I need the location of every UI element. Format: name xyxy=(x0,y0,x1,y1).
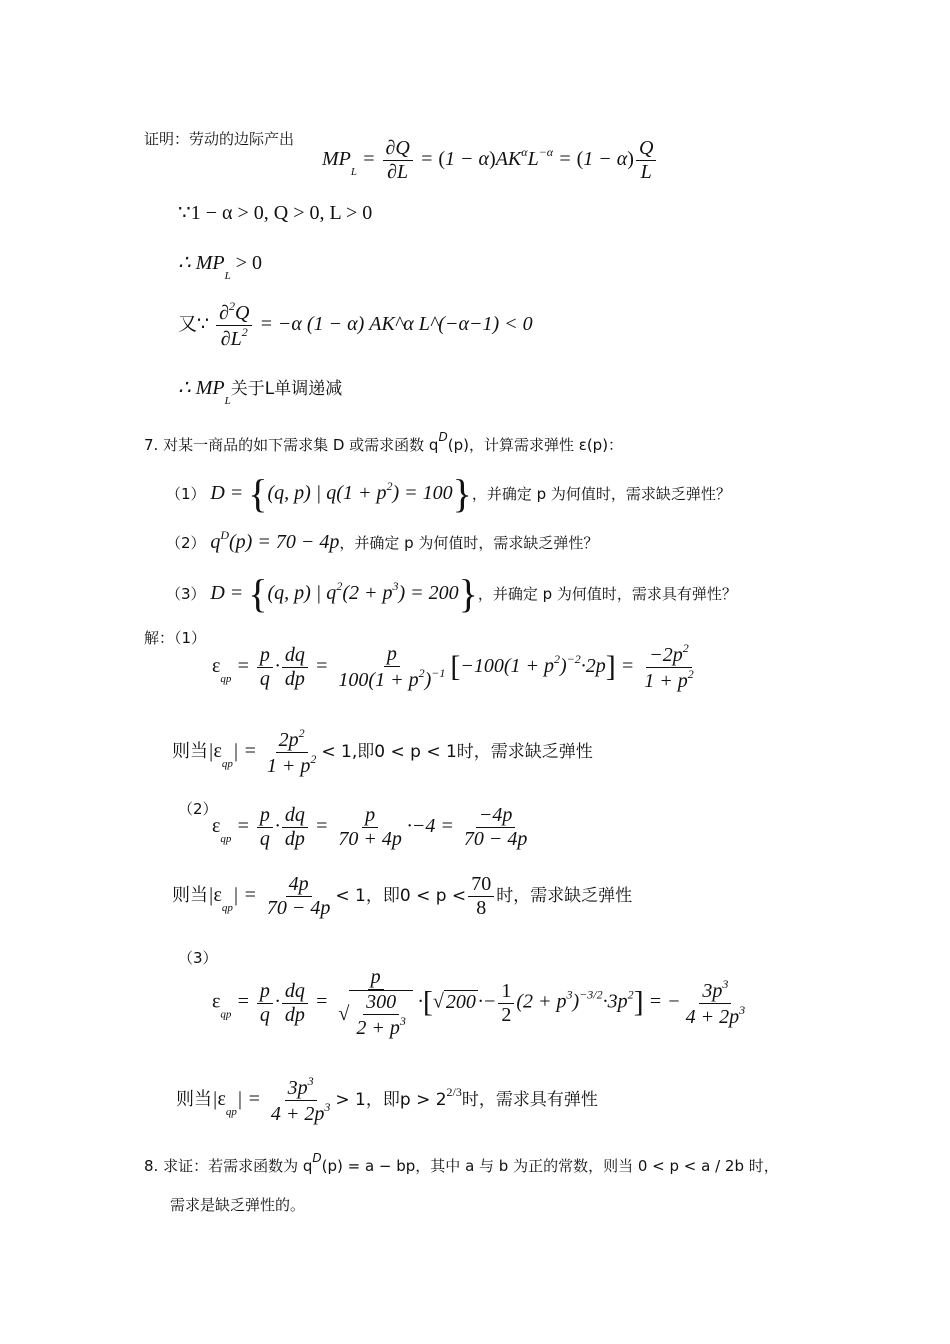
s2-prefix: 则当 xyxy=(172,885,208,907)
q7-item-3-tail: ，并确定 p 为何值时，需求具有弹性？ xyxy=(477,585,737,603)
s2-tail: 时，需求缺乏弹性 xyxy=(496,886,633,907)
q7-stem: 7. 对某一商品的如下需求集 D 或需求函数 $q^D(p)$，计算需求弹性 ε(p)： xyxy=(144,430,624,454)
q7-item-3: （3） D = {(q, p) | $q^2(2 + p^3) = 200$}，并确定 p 为何值时，需求具有弹性？ xyxy=(166,571,737,616)
q7-item-2-label: （2） xyxy=(166,534,206,552)
s3-tail: > 1，即p > 2 xyxy=(335,1090,447,1111)
solution-3-label: （3） xyxy=(178,949,218,967)
q7-stem-head: 7. 对某一商品的如下需求集 D 或需求函数 q xyxy=(144,436,439,454)
s3-prefix: 则当 xyxy=(176,1089,212,1111)
proof-line-2-head: ∴ MP xyxy=(178,252,225,274)
proof-line-1: ∵1 − α > 0, Q > 0, L > 0 xyxy=(178,202,373,224)
q7-item-2-tail: ，并确定 p 为何值时，需求缺乏弹性？ xyxy=(339,534,599,552)
q8-line-1: 8. 求证：若需求函数为 $q^D(p) = a$ − bp，其中 a 与 b 为正的常数，则当 0 < p < a / 2b 时， xyxy=(144,1151,779,1175)
solution-3-equation: $\varepsilon_{qp}$ = $\frac{p}{q}$ · $\frac{dq}{dp}$ = p √ $\frac{300}{2 + p^3}$ ·[√ 200 ·− $\frac{1}{2}$ $(2 + p^3)^{-3/2}\cdot 3p^2$] = − $\frac{3p^3}{4 + 2p^3}$ xyxy=(212,966,746,1039)
solution-3-conclusion: 则当$|\varepsilon_{qp}|$ = $\frac{3p^3}{4 + 2p^3}$ > 1，即$p > 2^{2/3}$时，需求具有弹性 xyxy=(176,1074,598,1125)
proof-line-4-head: ∴ MP xyxy=(178,377,225,399)
proof-line-3: 又∵ $\frac{\partial^2Q}{\partial L^2}$ = −α (1 − α) AK^α L^(−α−1) < 0 xyxy=(178,299,533,350)
s2-mid: < 1，即0 < p < xyxy=(335,886,467,907)
q7-item-1: （1） D = {(q, p) | $q(1 + p^2) = 100$}，并确定 p 为何值时，需求缺乏弹性？ xyxy=(166,471,731,516)
q7-item-1-label: （1） xyxy=(166,485,206,503)
s1-tail: < 1,即0 < p < 1时，需求缺乏弹性 xyxy=(321,742,593,763)
solution-1-conclusion: 则当$|\varepsilon_{qp}|$ = $\frac{2p^2}{1 + p^2}$ < 1,即0 < p < 1时，需求缺乏弹性 xyxy=(172,726,593,777)
proof-line-4-tail: 关于L单调递减 xyxy=(230,379,343,399)
proof-line-4: ∴ $MP_L$关于L单调递减 xyxy=(178,377,343,407)
q8-line-1-tail: (p) = a − bp，其中 a 与 b 为正的常数，则当 0 < p < a / 2b 时， xyxy=(321,1157,779,1175)
proof-line-2-tail: > 0 xyxy=(235,252,263,274)
mpl-equation: $MP_L$ = $\frac{\partial Q}{\partial L}$ = $(1 - \alpha)AK^\alpha L^{-\alpha} = (1 - \alpha)$ $\frac{Q}{L}$ xyxy=(322,137,658,184)
proof-label: 证明：劳动的边际产出 xyxy=(144,130,295,148)
s1-prefix: 则当 xyxy=(172,741,208,763)
solution-label: 解：（1） xyxy=(144,629,207,647)
q7-item-1-tail: ，并确定 p 为何值时，需求缺乏弹性？ xyxy=(471,485,731,503)
solution-2-label: （2） xyxy=(178,800,218,818)
proof-line-3-tail: = −α (1 − α) AK^α L^(−α−1) < 0 xyxy=(259,313,533,336)
q7-stem-tail: (p)，计算需求弹性 ε(p)： xyxy=(447,436,624,454)
q8-line-1-head: 8. 求证：若需求函数为 q xyxy=(144,1157,313,1175)
solution-1-equation: $\varepsilon_{qp}$ = $\frac{p}{q}$ · $\frac{dq}{dp}$ = $\frac{p}{100(1 + p^2)^{-1}}$ $[-100(1 + p^2)^{-2}\cdot 2p]$ = $\frac{-2p^2}{1 + p^2}$ xyxy=(212,641,694,692)
q7-item-2: （2） $q^D(p) = 70 - 4p$，并确定 p 为何值时，需求缺乏弹性？ xyxy=(166,528,599,553)
q8-line-2: 需求是缺乏弹性的。 xyxy=(170,1196,306,1214)
s3-end: 时，需求具有弹性 xyxy=(461,1090,598,1111)
solution-2-equation: $\varepsilon_{qp}$ = $\frac{p}{q}$ · $\frac{dq}{dp}$ = $\frac{p}{70 + 4p}$ ·−4 = $\frac{-4p}{70 - 4p}$ xyxy=(212,804,528,850)
solution-2-conclusion: 则当$|\varepsilon_{qp}|$ = $\frac{4p}{70 - 4p}$ < 1，即0 < p < $\frac{70}{8}$ 时，需求缺乏弹性 xyxy=(172,873,633,919)
proof-line-2: ∴ $MP_L > 0$ xyxy=(178,252,263,282)
proof-line-3-prefix: 又∵ xyxy=(178,313,210,336)
q7-item-3-label: （3） xyxy=(166,585,206,603)
